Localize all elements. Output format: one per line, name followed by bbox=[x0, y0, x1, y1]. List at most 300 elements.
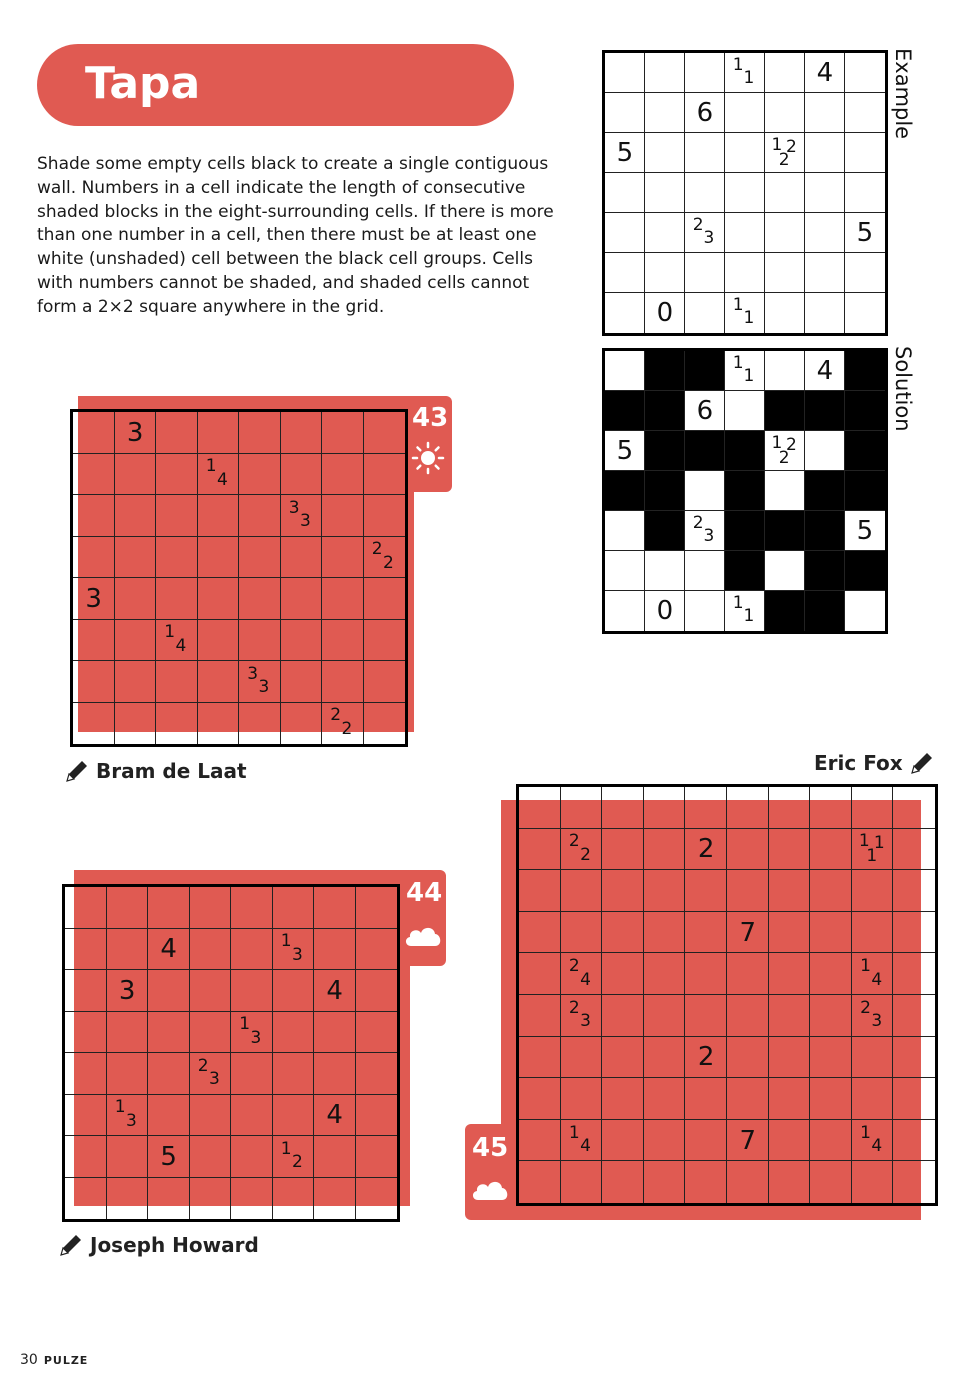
grid-cell[interactable] bbox=[65, 887, 107, 929]
grid-cell[interactable] bbox=[314, 1136, 356, 1178]
clue-number: 3 bbox=[126, 417, 144, 448]
grid-cell[interactable] bbox=[602, 1161, 644, 1203]
grid-cell[interactable] bbox=[519, 787, 561, 829]
grid-cell[interactable] bbox=[231, 929, 273, 971]
grid-cell[interactable] bbox=[231, 1178, 273, 1220]
grid-cell bbox=[605, 173, 645, 213]
clue-number: 3 bbox=[703, 228, 715, 249]
clue-number: 4 bbox=[580, 1135, 591, 1156]
grid-cell[interactable] bbox=[519, 995, 561, 1037]
grid-cell[interactable] bbox=[810, 1037, 852, 1079]
grid-cell[interactable] bbox=[769, 995, 811, 1037]
grid-cell bbox=[605, 93, 645, 133]
grid-cell[interactable] bbox=[893, 1161, 935, 1203]
clue-number: 3 bbox=[291, 944, 303, 965]
grid-cell[interactable] bbox=[810, 870, 852, 912]
grid-cell[interactable] bbox=[65, 1095, 107, 1137]
grid-cell[interactable] bbox=[519, 1078, 561, 1120]
grid-cell[interactable] bbox=[239, 537, 281, 579]
grid-cell[interactable] bbox=[314, 929, 356, 971]
grid-cell bbox=[765, 351, 805, 391]
clue-number: 1 bbox=[205, 456, 217, 477]
grid-cell bbox=[845, 53, 885, 93]
grid-cell[interactable] bbox=[322, 620, 364, 662]
shaded-cell bbox=[765, 511, 805, 551]
clue-number: 1 bbox=[860, 1122, 871, 1143]
grid-cell bbox=[685, 293, 725, 333]
grid-cell[interactable] bbox=[190, 970, 232, 1012]
title-banner bbox=[37, 44, 514, 126]
clue-number: 1 bbox=[866, 846, 878, 867]
grid-cell bbox=[845, 93, 885, 133]
grid-cell[interactable] bbox=[893, 1078, 935, 1120]
grid-cell[interactable] bbox=[602, 829, 644, 871]
grid-cell[interactable] bbox=[107, 887, 149, 929]
grid-cell[interactable] bbox=[198, 537, 240, 579]
clue-number: 2 bbox=[778, 149, 790, 170]
grid-cell[interactable] bbox=[73, 454, 115, 496]
grid-cell[interactable] bbox=[281, 661, 323, 703]
clue-number: 4 bbox=[816, 356, 834, 386]
pencil-icon bbox=[58, 1232, 84, 1258]
grid-cell[interactable] bbox=[852, 870, 894, 912]
grid-cell[interactable] bbox=[322, 537, 364, 579]
grid-cell[interactable] bbox=[727, 787, 769, 829]
grid-cell[interactable] bbox=[727, 1037, 769, 1079]
grid-cell[interactable] bbox=[561, 1037, 603, 1079]
page-title: Tapa bbox=[85, 58, 201, 109]
grid-cell[interactable] bbox=[769, 1120, 811, 1162]
grid-cell[interactable] bbox=[281, 620, 323, 662]
grid-cell[interactable] bbox=[727, 953, 769, 995]
grid-cell[interactable] bbox=[519, 912, 561, 954]
grid-cell[interactable] bbox=[198, 412, 240, 454]
grid-cell bbox=[685, 53, 725, 93]
grid-cell[interactable] bbox=[190, 1178, 232, 1220]
grid-cell[interactable] bbox=[156, 661, 198, 703]
grid-cell[interactable] bbox=[231, 1095, 273, 1137]
clue-number: 2 bbox=[692, 215, 704, 236]
grid-cell[interactable] bbox=[239, 578, 281, 620]
grid-cell[interactable] bbox=[239, 495, 281, 537]
grid-cell[interactable] bbox=[810, 787, 852, 829]
grid-cell[interactable] bbox=[231, 1053, 273, 1095]
puzzle-44-grid[interactable] bbox=[62, 884, 400, 1222]
grid-cell[interactable] bbox=[322, 495, 364, 537]
grid-cell[interactable] bbox=[685, 870, 727, 912]
clue-number: 2 bbox=[785, 136, 797, 157]
grid-cell[interactable] bbox=[65, 1136, 107, 1178]
grid-cell bbox=[765, 93, 805, 133]
grid-cell[interactable] bbox=[519, 1037, 561, 1079]
grid-cell[interactable] bbox=[198, 578, 240, 620]
grid-cell[interactable] bbox=[561, 1078, 603, 1120]
grid-cell[interactable] bbox=[107, 1178, 149, 1220]
clue-number: 2 bbox=[692, 513, 704, 534]
grid-cell[interactable] bbox=[852, 1078, 894, 1120]
grid-cell[interactable] bbox=[769, 829, 811, 871]
clue-number: 1 bbox=[743, 308, 755, 329]
grid-cell[interactable] bbox=[107, 1136, 149, 1178]
grid-cell[interactable] bbox=[65, 1012, 107, 1054]
shaded-cell bbox=[725, 471, 765, 511]
clue-number: 4 bbox=[175, 635, 187, 656]
grid-cell[interactable] bbox=[561, 1161, 603, 1203]
grid-cell[interactable] bbox=[314, 887, 356, 929]
grid-cell[interactable] bbox=[198, 495, 240, 537]
grid-cell[interactable] bbox=[314, 1053, 356, 1095]
grid-cell[interactable] bbox=[73, 495, 115, 537]
grid-cell[interactable] bbox=[322, 412, 364, 454]
sun-icon bbox=[410, 440, 446, 476]
grid-cell[interactable] bbox=[810, 1120, 852, 1162]
grid-cell[interactable] bbox=[231, 970, 273, 1012]
grid-cell[interactable] bbox=[602, 912, 644, 954]
grid-cell[interactable] bbox=[115, 537, 157, 579]
grid-cell[interactable] bbox=[356, 887, 398, 929]
grid-cell[interactable] bbox=[602, 995, 644, 1037]
grid-cell[interactable] bbox=[156, 412, 198, 454]
grid-cell[interactable] bbox=[644, 995, 686, 1037]
author-name: Bram de Laat bbox=[96, 759, 247, 783]
grid-cell[interactable] bbox=[685, 1120, 727, 1162]
clue-number: 2 bbox=[197, 1055, 209, 1076]
grid-cell[interactable] bbox=[727, 829, 769, 871]
grid-cell[interactable] bbox=[685, 1078, 727, 1120]
grid-cell[interactable] bbox=[281, 578, 323, 620]
grid-cell[interactable] bbox=[727, 995, 769, 1037]
solution-grid bbox=[602, 348, 888, 634]
clue-number: 1 bbox=[860, 956, 871, 977]
grid-cell[interactable] bbox=[73, 412, 115, 454]
grid-cell[interactable] bbox=[273, 970, 315, 1012]
grid-cell bbox=[725, 213, 765, 253]
grid-cell[interactable] bbox=[852, 1037, 894, 1079]
clue-number: 7 bbox=[739, 1125, 757, 1156]
grid-cell[interactable] bbox=[561, 912, 603, 954]
clue-number: 4 bbox=[580, 969, 591, 990]
grid-cell[interactable] bbox=[115, 454, 157, 496]
clue-number: 1 bbox=[743, 68, 755, 89]
grid-cell[interactable] bbox=[356, 929, 398, 971]
grid-cell[interactable] bbox=[107, 929, 149, 971]
clue-number: 3 bbox=[250, 1027, 262, 1048]
grid-cell[interactable] bbox=[148, 1012, 190, 1054]
grid-cell[interactable] bbox=[115, 620, 157, 662]
grid-cell bbox=[645, 213, 685, 253]
grid-cell[interactable] bbox=[644, 787, 686, 829]
grid-cell bbox=[765, 471, 805, 511]
grid-cell[interactable] bbox=[769, 870, 811, 912]
grid-cell[interactable] bbox=[239, 412, 281, 454]
grid-cell[interactable] bbox=[519, 953, 561, 995]
grid-cell[interactable] bbox=[156, 703, 198, 745]
grid-cell[interactable] bbox=[273, 887, 315, 929]
grid-cell[interactable] bbox=[852, 787, 894, 829]
grid-cell[interactable] bbox=[893, 912, 935, 954]
grid-cell[interactable] bbox=[602, 787, 644, 829]
grid-cell[interactable] bbox=[65, 970, 107, 1012]
grid-cell bbox=[725, 253, 765, 293]
clue-number: 1 bbox=[114, 1097, 126, 1118]
grid-cell[interactable] bbox=[156, 454, 198, 496]
grid-cell[interactable] bbox=[314, 1012, 356, 1054]
clue-number: 3 bbox=[125, 1110, 137, 1131]
grid-cell[interactable] bbox=[893, 1120, 935, 1162]
clue-number: 7 bbox=[739, 917, 757, 948]
clue-number: 3 bbox=[871, 1011, 883, 1032]
grid-cell bbox=[685, 591, 725, 631]
grid-cell[interactable] bbox=[322, 578, 364, 620]
grid-cell[interactable] bbox=[281, 703, 323, 745]
grid-cell[interactable] bbox=[644, 1161, 686, 1203]
clue-number: 5 bbox=[616, 138, 634, 168]
grid-cell[interactable] bbox=[281, 537, 323, 579]
puzzle-43-number: 43 bbox=[412, 403, 449, 433]
grid-cell[interactable] bbox=[561, 787, 603, 829]
grid-cell[interactable] bbox=[198, 661, 240, 703]
grid-cell[interactable] bbox=[685, 912, 727, 954]
shaded-cell bbox=[605, 471, 645, 511]
cloud-icon bbox=[403, 922, 443, 948]
grid-cell[interactable] bbox=[356, 1095, 398, 1137]
clue-number: 1 bbox=[743, 606, 755, 627]
grid-cell[interactable] bbox=[769, 1161, 811, 1203]
grid-cell bbox=[805, 93, 845, 133]
grid-cell[interactable] bbox=[356, 1012, 398, 1054]
grid-cell[interactable] bbox=[115, 703, 157, 745]
clue-number: 4 bbox=[326, 975, 343, 1006]
grid-cell[interactable] bbox=[273, 1053, 315, 1095]
grid-cell[interactable] bbox=[65, 929, 107, 971]
grid-cell[interactable] bbox=[156, 495, 198, 537]
grid-cell[interactable] bbox=[115, 578, 157, 620]
clue-number: 0 bbox=[656, 298, 674, 328]
grid-cell[interactable] bbox=[644, 829, 686, 871]
grid-cell[interactable] bbox=[644, 870, 686, 912]
grid-cell[interactable] bbox=[852, 1161, 894, 1203]
grid-cell[interactable] bbox=[364, 620, 406, 662]
grid-cell[interactable] bbox=[769, 953, 811, 995]
grid-cell[interactable] bbox=[602, 953, 644, 995]
grid-cell[interactable] bbox=[561, 870, 603, 912]
grid-cell[interactable] bbox=[107, 1053, 149, 1095]
grid-cell[interactable] bbox=[322, 454, 364, 496]
grid-cell bbox=[765, 213, 805, 253]
grid-cell[interactable] bbox=[893, 870, 935, 912]
grid-cell[interactable] bbox=[356, 1178, 398, 1220]
grid-cell bbox=[805, 431, 845, 471]
grid-cell bbox=[725, 93, 765, 133]
shaded-cell bbox=[645, 511, 685, 551]
clue-number: 1 bbox=[280, 931, 292, 952]
grid-cell[interactable] bbox=[281, 412, 323, 454]
grid-cell bbox=[605, 53, 645, 93]
grid-cell[interactable] bbox=[685, 995, 727, 1037]
grid-cell[interactable] bbox=[519, 1120, 561, 1162]
grid-cell[interactable] bbox=[893, 953, 935, 995]
grid-cell[interactable] bbox=[115, 661, 157, 703]
grid-cell[interactable] bbox=[231, 1136, 273, 1178]
solution-label: Solution bbox=[891, 346, 915, 432]
grid-cell[interactable] bbox=[73, 620, 115, 662]
grid-cell[interactable] bbox=[239, 703, 281, 745]
grid-cell[interactable] bbox=[810, 1078, 852, 1120]
grid-cell[interactable] bbox=[727, 870, 769, 912]
clue-number: 3 bbox=[288, 497, 300, 518]
page-number: 30 bbox=[20, 1352, 38, 1368]
grid-cell bbox=[845, 253, 885, 293]
grid-cell[interactable] bbox=[810, 912, 852, 954]
grid-cell[interactable] bbox=[685, 787, 727, 829]
grid-cell[interactable] bbox=[644, 1120, 686, 1162]
grid-cell bbox=[685, 133, 725, 173]
grid-cell[interactable] bbox=[810, 995, 852, 1037]
grid-cell[interactable] bbox=[364, 578, 406, 620]
clue-number: 2 bbox=[382, 552, 394, 573]
grid-cell[interactable] bbox=[65, 1178, 107, 1220]
clue-number: 2 bbox=[371, 539, 383, 560]
clue-number: 3 bbox=[703, 526, 715, 547]
grid-cell[interactable] bbox=[519, 1161, 561, 1203]
grid-cell[interactable] bbox=[685, 1161, 727, 1203]
cloud-icon bbox=[470, 1176, 510, 1202]
shaded-cell bbox=[805, 391, 845, 431]
grid-cell[interactable] bbox=[148, 887, 190, 929]
clue-number: 3 bbox=[299, 511, 311, 532]
grid-cell[interactable] bbox=[769, 787, 811, 829]
grid-cell[interactable] bbox=[644, 912, 686, 954]
grid-cell[interactable] bbox=[107, 1012, 149, 1054]
grid-cell[interactable] bbox=[273, 1012, 315, 1054]
grid-cell[interactable] bbox=[893, 995, 935, 1037]
clue-number: 1 bbox=[280, 1138, 292, 1159]
grid-cell[interactable] bbox=[148, 1095, 190, 1137]
grid-cell[interactable] bbox=[685, 953, 727, 995]
grid-cell[interactable] bbox=[198, 620, 240, 662]
grid-cell[interactable] bbox=[519, 870, 561, 912]
clue-number: 1 bbox=[732, 55, 744, 76]
grid-cell[interactable] bbox=[519, 829, 561, 871]
grid-cell bbox=[605, 213, 645, 253]
grid-cell[interactable] bbox=[356, 1136, 398, 1178]
grid-cell[interactable] bbox=[73, 661, 115, 703]
grid-cell[interactable] bbox=[73, 537, 115, 579]
grid-cell bbox=[805, 133, 845, 173]
author-45 bbox=[814, 750, 935, 776]
grid-cell bbox=[605, 511, 645, 551]
grid-cell bbox=[685, 253, 725, 293]
grid-cell[interactable] bbox=[314, 1178, 356, 1220]
grid-cell[interactable] bbox=[273, 1095, 315, 1137]
grid-cell bbox=[765, 173, 805, 213]
clue-number: 2 bbox=[330, 705, 342, 726]
shaded-cell bbox=[725, 551, 765, 591]
puzzle-45-grid[interactable] bbox=[516, 784, 938, 1206]
clue-number: 1 bbox=[771, 432, 783, 453]
rules-text: Shade some empty cells black to create a single contiguous wall. Numbers in a cell indicate the length of consecutive shaded blocks in the eight-surrounding cells. If there is more than one number in a cell, then there must be at least one white (unshaded) cell between the black cell groups. Cells with numbers cannot be shaded, and shaded cells cannot form a 2×2 square anywhere in the grid. bbox=[37, 154, 554, 317]
grid-cell[interactable] bbox=[364, 412, 406, 454]
grid-cell[interactable] bbox=[769, 1078, 811, 1120]
grid-cell[interactable] bbox=[893, 1037, 935, 1079]
grid-cell[interactable] bbox=[852, 912, 894, 954]
grid-cell[interactable] bbox=[644, 1037, 686, 1079]
grid-cell[interactable] bbox=[281, 454, 323, 496]
grid-cell[interactable] bbox=[364, 703, 406, 745]
grid-cell bbox=[805, 213, 845, 253]
clue-number: 1 bbox=[732, 295, 744, 316]
grid-cell bbox=[725, 391, 765, 431]
grid-cell[interactable] bbox=[644, 1078, 686, 1120]
pencil-icon bbox=[64, 758, 90, 784]
grid-cell[interactable] bbox=[727, 1078, 769, 1120]
grid-cell[interactable] bbox=[364, 454, 406, 496]
shaded-cell bbox=[725, 431, 765, 471]
grid-cell[interactable] bbox=[356, 970, 398, 1012]
grid-cell bbox=[765, 551, 805, 591]
grid-cell[interactable] bbox=[239, 620, 281, 662]
grid-cell[interactable] bbox=[190, 887, 232, 929]
grid-cell[interactable] bbox=[190, 1012, 232, 1054]
grid-cell[interactable] bbox=[322, 661, 364, 703]
clue-number: 2 bbox=[568, 956, 580, 977]
clue-number: 2 bbox=[860, 997, 871, 1018]
grid-cell[interactable] bbox=[769, 1037, 811, 1079]
grid-cell[interactable] bbox=[602, 1078, 644, 1120]
grid-cell[interactable] bbox=[190, 929, 232, 971]
grid-cell bbox=[805, 253, 845, 293]
grid-cell[interactable] bbox=[364, 495, 406, 537]
grid-cell[interactable] bbox=[231, 887, 273, 929]
grid-cell[interactable] bbox=[148, 1178, 190, 1220]
author-43 bbox=[64, 758, 247, 784]
grid-cell[interactable] bbox=[156, 578, 198, 620]
grid-cell[interactable] bbox=[810, 829, 852, 871]
grid-cell[interactable] bbox=[644, 953, 686, 995]
grid-cell[interactable] bbox=[148, 1053, 190, 1095]
grid-cell[interactable] bbox=[273, 1178, 315, 1220]
shaded-cell bbox=[845, 471, 885, 511]
pencil-icon bbox=[909, 750, 935, 776]
puzzle-43-grid[interactable] bbox=[70, 409, 408, 747]
grid-cell[interactable] bbox=[893, 829, 935, 871]
grid-cell[interactable] bbox=[810, 953, 852, 995]
grid-cell[interactable] bbox=[65, 1053, 107, 1095]
grid-cell[interactable] bbox=[602, 1120, 644, 1162]
grid-cell[interactable] bbox=[198, 703, 240, 745]
clue-number: 3 bbox=[118, 975, 136, 1006]
grid-cell[interactable] bbox=[190, 1136, 232, 1178]
grid-cell[interactable] bbox=[115, 495, 157, 537]
grid-cell[interactable] bbox=[239, 454, 281, 496]
grid-cell[interactable] bbox=[810, 1161, 852, 1203]
clue-number: 1 bbox=[858, 830, 870, 851]
grid-cell[interactable] bbox=[364, 661, 406, 703]
grid-cell[interactable] bbox=[148, 970, 190, 1012]
grid-cell[interactable] bbox=[73, 703, 115, 745]
grid-cell[interactable] bbox=[602, 870, 644, 912]
grid-cell[interactable] bbox=[156, 537, 198, 579]
grid-cell[interactable] bbox=[356, 1053, 398, 1095]
clue-number: 1 bbox=[568, 1122, 580, 1143]
grid-cell[interactable] bbox=[602, 1037, 644, 1079]
grid-cell[interactable] bbox=[727, 1161, 769, 1203]
grid-cell[interactable] bbox=[190, 1095, 232, 1137]
clue-number: 4 bbox=[871, 1135, 883, 1156]
grid-cell[interactable] bbox=[769, 912, 811, 954]
clue-number: 2 bbox=[568, 831, 580, 852]
grid-cell[interactable] bbox=[893, 787, 935, 829]
